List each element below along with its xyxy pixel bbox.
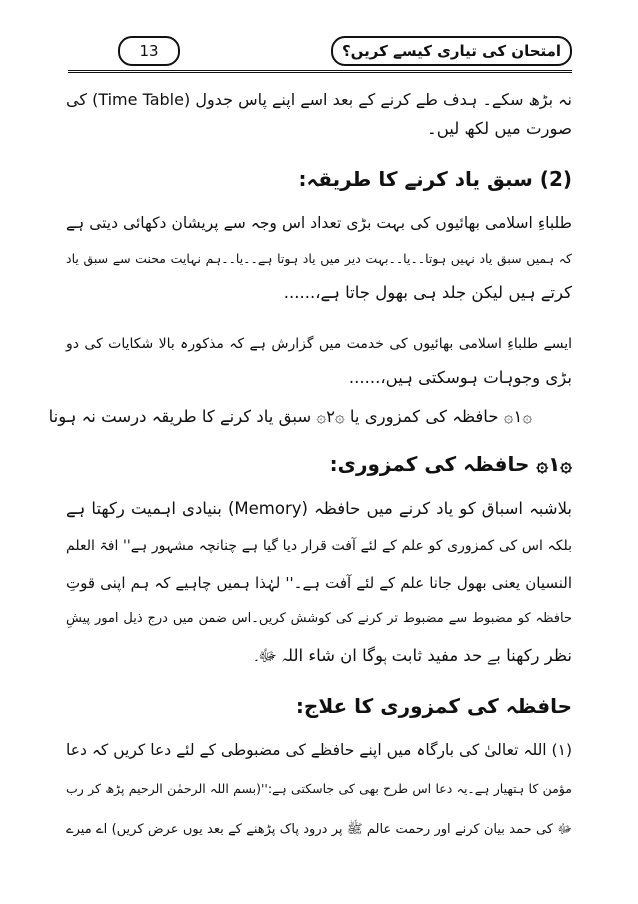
paragraph-line: حافظہ کو مضبوط سے مضبوط تر کرنے کی کوشش کریں۔اس ضمن میں درج ذیل امور پیشِ: [66, 611, 572, 626]
paragraph-line: نظر رکھنا بے حد مفید ثابت ہوگا ان شاء اللہ ﷻ۔: [254, 646, 572, 665]
paragraph-line: بڑی وجوہات ہوسکتی ہیں،......: [348, 368, 572, 387]
section-heading-memory-remedy: حافظہ کی کمزوری کا علاج:: [295, 694, 572, 718]
page-header-title: امتحان کی تیاری کیسے کریں؟: [331, 36, 572, 66]
paragraph-line: کرتے ہیں لیکن جلد ہی بھول جاتا ہے،......: [283, 283, 572, 302]
paragraph-line: بلاشبہ اسباق کو یاد کرنے میں حافظہ (Memory) بنیادی اہمیت رکھتا ہے: [66, 499, 573, 518]
paragraph-line: ایسے طلباءِ اسلامی بھائیوں کی خدمت میں گزارش ہے کہ مذکورہ بالا شکایات کی دو: [66, 336, 572, 352]
paragraph-line: صورت میں لکھ لیں۔: [427, 119, 572, 138]
paragraph-line: (۱) اللہ تعالیٰ کی بارگاہ میں اپنے حافظے کی مضبوطی کے لئے دعا کریں کہ دعا: [66, 741, 572, 759]
section-heading-memory-weakness: ۞۱۞ حافظہ کی کمزوری:: [329, 452, 572, 476]
paragraph-line: طلباءِ اسلامی بھائیوں کی بہت بڑی تعداد اس وجہ سے پریشان دکھائی دیتی ہے: [66, 214, 572, 232]
paragraph-line: کہ ہمیں سبق یاد نہیں ہوتا۔۔یا۔۔بہت دیر میں یاد ہوتا ہے۔۔یا۔۔ہم نہایت محنت سے سبق یاد: [66, 251, 572, 266]
paragraph-line: النسیان یعنی بھول جانا علم کے لئے آفت ہے۔'' لہٰذا ہمیں چاہیے کہ ہم اپنی قوتِ: [66, 574, 572, 592]
section-heading-lesson-method: (2) سبق یاد کرنے کا طریقہ:: [298, 167, 572, 191]
page-number: 13: [118, 36, 180, 66]
reasons-list-line: ۞۱۞ حافظہ کی کمزوری یا ۞۲۞ سبق یاد کرنے کا طریقہ درست نہ ہونا: [48, 407, 532, 426]
paragraph-line: نہ بڑھ سکے۔ ہدف طے کرنے کے بعد اسے اپنے پاس جدول (Time Table) کی: [66, 90, 572, 109]
paragraph-line: مؤمن کا ہتھیار ہے۔یہ دعا اس طرح بھی کی جاسکتی ہے:''(بسم اللہ الرحمٰن الرحیم پڑھ کر رب: [66, 781, 572, 796]
paragraph-line: ﷻ کی حمد بیان کرنے اور رحمت عالم ﷺ پر درود پاک پڑھنے کے بعد یوں عرض کریں) اے میرے: [66, 822, 572, 837]
paragraph-line: بلکہ اس کی کمزوری کو علم کے لئے آفت قرار دیا گیا ہے چنانچہ مشہور ہے'' افۃ العلم: [66, 538, 572, 554]
header-rule: [68, 70, 572, 73]
